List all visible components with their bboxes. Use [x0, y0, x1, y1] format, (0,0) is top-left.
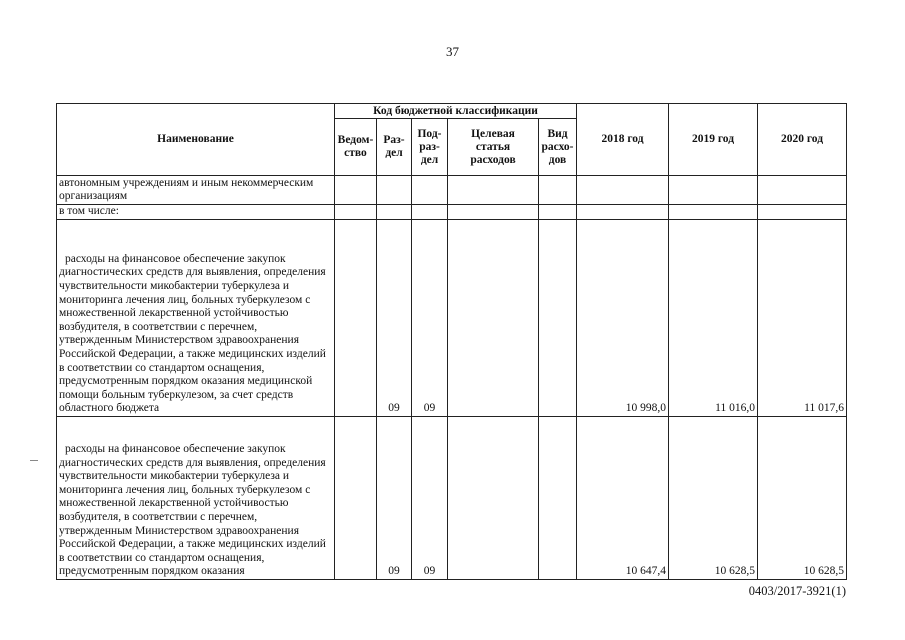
row-razdel	[377, 176, 412, 205]
document-code: 0403/2017-3921(1)	[748, 584, 846, 598]
row-name: расходы на финансовое обеспечение закупок диагностических средств для выявления, определения чувствительности микобактерии туберкулеза и мониторинга лечения лиц, больных туберкулезом с множественной лекарственной устойчивостью возбудителя, в соответствии с перечнем, утвержденным Министерством здравоохранения Российской Федерации, а также медицинских изделий в соответствии со стандартом оснащения, предусмотренным порядком оказания медицинской помощи больным туберкулезом, за счет средств областного бюджета	[57, 220, 335, 417]
row-vid-rashodov	[539, 417, 577, 580]
row-vedomstvo	[335, 176, 377, 205]
header-budget-code-group: Код бюджетной классификации	[335, 104, 577, 119]
header-vedomstvo: Ведом- ство	[335, 119, 377, 176]
row-vid-rashodov	[539, 220, 577, 417]
row-razdel	[377, 205, 412, 220]
row-vedomstvo	[335, 205, 377, 220]
row-vid-rashodov	[539, 205, 577, 220]
header-razdel: Раз- дел	[377, 119, 412, 176]
page-number: 37	[446, 44, 459, 59]
header-year-2018: 2018 год	[577, 104, 669, 176]
row-celevaya-statya	[448, 205, 539, 220]
row-celevaya-statya	[448, 176, 539, 205]
row-2018: 10 998,0	[577, 220, 669, 417]
table-row	[57, 176, 847, 205]
row-celevaya-statya	[448, 220, 539, 417]
row-2018	[577, 176, 669, 205]
header-year-2019: 2019 год	[669, 104, 758, 176]
row-vedomstvo	[335, 417, 377, 580]
row-2018: 10 647,4	[577, 417, 669, 580]
header-vid-rashodov: Вид расхо- дов	[539, 119, 577, 176]
row-name: расходы на финансовое обеспечение закупок диагностических средств для выявления, определения чувствительности микобактерии туберкулеза и мониторинга лечения лиц, больных туберкулезом с множественной лекарственной устойчивостью возбудителя, в соответствии с перечнем, утвержденным Министерством здравоохранения Российской Федерации, а также медицинских изделий в соответствии со стандартом оснащения, предусмотренным порядком оказания	[57, 417, 335, 580]
header-celevaya-statya: Целевая статья расходов	[448, 119, 539, 176]
row-celevaya-statya	[448, 417, 539, 580]
row-2020: 11 017,6	[758, 220, 847, 417]
row-2019: 11 016,0	[669, 220, 758, 417]
margin-mark	[30, 460, 38, 461]
row-podrazdel: 09	[412, 417, 448, 580]
row-2018	[577, 205, 669, 220]
row-name: в том числе:	[57, 205, 335, 220]
row-podrazdel: 09	[412, 220, 448, 417]
row-razdel: 09	[377, 417, 412, 580]
row-podrazdel	[412, 205, 448, 220]
header-name: Наименование	[57, 104, 335, 176]
table-header	[57, 104, 847, 176]
row-2019: 10 628,5	[669, 417, 758, 580]
table-row	[57, 417, 847, 580]
row-razdel: 09	[377, 220, 412, 417]
row-podrazdel	[412, 176, 448, 205]
row-2020	[758, 205, 847, 220]
row-name: автономным учреждениям и иным некоммерческим организациям	[57, 176, 335, 205]
table-row	[57, 220, 847, 417]
row-2020: 10 628,5	[758, 417, 847, 580]
header-year-2020: 2020 год	[758, 104, 847, 176]
header-podrazdel: Под- раз- дел	[412, 119, 448, 176]
row-2019	[669, 205, 758, 220]
row-2020	[758, 176, 847, 205]
table-row	[57, 205, 847, 220]
row-vedomstvo	[335, 220, 377, 417]
budget-table	[56, 103, 847, 580]
row-vid-rashodov	[539, 176, 577, 205]
row-2019	[669, 176, 758, 205]
